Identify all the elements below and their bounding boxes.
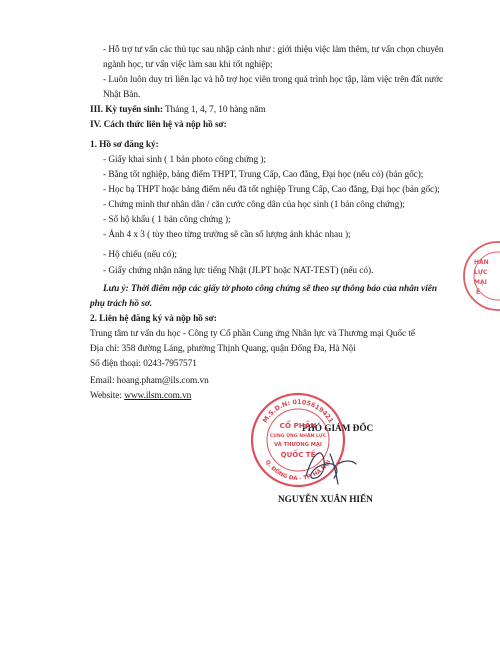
note-line-1: Lưu ý: Thời điểm nộp các giấy tờ photo công chứng sẽ theo sự thông báo của nhân viên	[103, 284, 437, 294]
document-item-4: - Chứng minh thư nhân dân / căn cước công dân của học sinh (1 bản công chứng);	[103, 200, 405, 210]
partial-stamp-text-3: MẠI	[474, 279, 487, 286]
website-label: Website:	[90, 391, 125, 401]
partial-stamp-text-1: HÂN	[474, 259, 489, 266]
contact-address: Địa chỉ: 358 đường Láng, phường Thịnh Quang, quận Đống Đa, Hà Nội	[90, 344, 356, 354]
intro-line-3: - Luôn luôn duy trì liên lạc và hỗ trợ học viên trong quá trình học tập, làm việc trên đất nước	[103, 75, 444, 85]
document-item-8: - Giấy chứng nhận năng lực tiếng Nhật (JLPT hoặc NAT-TEST) (nếu có).	[103, 266, 374, 276]
contact-phone: Số điện thoại: 0243-7957571	[90, 359, 197, 369]
intro-line-2: ngành học, tư vấn việc làm sau khi tốt nghiệp;	[103, 60, 273, 70]
document-item-1: - Giấy khai sinh ( 1 bản photo công chứng );	[103, 155, 266, 165]
subsection-2-heading: 2. Liên hệ đăng ký và nộp hồ sơ:	[90, 314, 217, 324]
stamp-center-1: CỔ PHẦN	[279, 421, 317, 430]
handwritten-signature	[300, 440, 360, 488]
section-4-heading: IV. Cách thức liên hệ và nộp hồ sơ:	[90, 120, 227, 130]
contact-center: Trung tâm tư vấn du học - Công ty Cổ phần Cung ứng Nhân lực và Thương mại Quốc tế	[90, 329, 415, 339]
partial-stamp-text-2: LỰC	[474, 269, 488, 276]
document-item-3: - Học bạ THPT hoặc bảng điểm nếu đã tốt nghiệp Trung Cấp, Cao đẳng, Đại học (bản gốc);	[103, 185, 440, 195]
contact-website	[90, 390, 191, 402]
website-link[interactable]: www.ilsm.com.vn	[124, 391, 192, 401]
document-item-6: - Ảnh 4 x 3 ( tùy theo từng trường sẽ cần số lượng ảnh khác nhau );	[103, 230, 351, 240]
intro-line-4: Nhật Bản.	[103, 90, 141, 100]
section-3-text: Tháng 1, 4, 7, 10 hàng năm	[162, 105, 266, 115]
stamp-ring-bottom: Q. ĐỐNG ĐA - TP. HÀ NỘI	[263, 459, 333, 483]
partial-stamp-text-4: Ế	[476, 289, 481, 296]
stamp-center-3: VÀ THƯƠNG MẠI	[274, 442, 322, 448]
partial-stamp-right	[452, 238, 500, 314]
section-3-heading: III. Kỳ tuyển sinh:	[90, 105, 163, 115]
signer-title: PHÓ GIÁM ĐỐC	[302, 424, 374, 434]
contact-email: Email: hoang.pham@ils.com.vn	[90, 376, 209, 386]
document-item-5: - Sổ hộ khẩu ( 1 bản công chứng );	[103, 215, 231, 225]
intro-line-1: - Hỗ trợ tư vấn các thủ tục sau nhập cảnh như : giới thiệu việc làm thêm, tư vấn chọn chuyên	[103, 45, 444, 55]
document-item-2: - Bằng tốt nghiệp, bảng điểm THPT, Trung Cấp, Cao đẳng, Đại học (nếu có) (bản gốc);	[103, 170, 424, 180]
document-item-7: - Hộ chiếu (nếu có);	[103, 250, 177, 260]
stamp-center-2: CUNG ỨNG NHÂN LỰC	[269, 434, 327, 439]
stamp-ring-top: M.S.D.N: 0105619421	[260, 397, 336, 425]
section-3-line	[90, 104, 266, 116]
note-line-2: phụ trách hồ sơ.	[90, 299, 153, 309]
stamp-center-4: QUỐC TẾ	[280, 451, 316, 459]
subsection-1-heading: 1. Hồ sơ đăng ký:	[90, 140, 159, 150]
signer-name: NGUYỄN XUÂN HIỂN	[278, 495, 373, 505]
